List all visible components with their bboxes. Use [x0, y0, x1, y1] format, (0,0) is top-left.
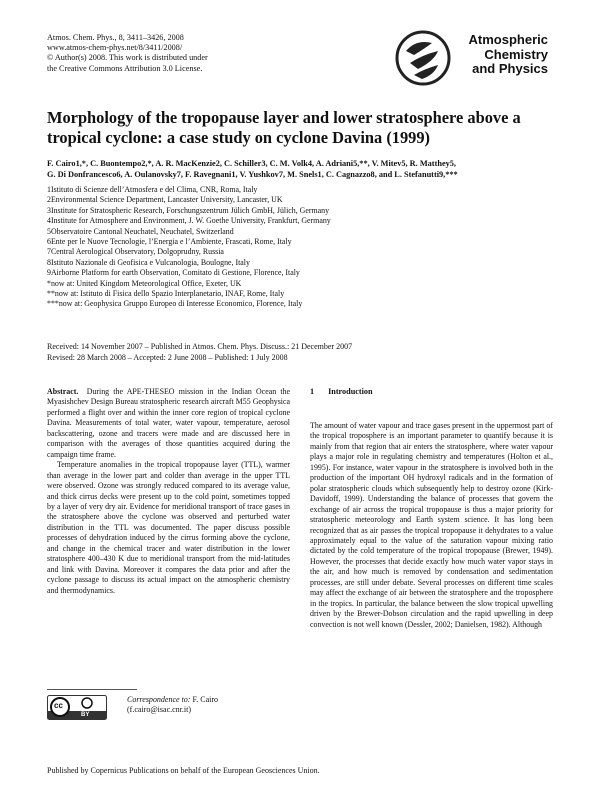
- introduction-section: [310, 421, 553, 630]
- logo-word-2: Chemistry: [484, 46, 548, 62]
- page-footer: Published by Copernicus Publications on behalf of the European Geosciences Union.: [47, 766, 320, 775]
- journal-logo: [394, 29, 550, 87]
- abstract-heading: Abstract.: [47, 387, 79, 396]
- correspondence-label: Correspondence to:: [127, 695, 191, 704]
- copyright-line: © Author(s) 2008. This work is distributed under: [47, 53, 208, 63]
- introduction-paragraph: The amount of water vapour and trace gases present in the uppermost part of the tropical troposphere is an important parameter to quantify because it is mainly from that region that air enters the stratosphere, where water vapour plays a major role in regulating chemistry and temperatures (Holton et al., 1995). For instance, water vapour in the stratosphere is involved both in the production of the important OH hydroxyl radicals and in the formation of polar stratospheric clouds which subsequently help to destroy ozone (Kirk-Davidoff, 1999). Understanding the balance of processes that govern the exchange of air across the tropical tropopause is thus a major priority for stratospheric meteorology and Earth system science. It has long been recognized that as air passes the tropical tropopause it dehydrates to a value approximately equal to the value of the saturation vapour mixing ratio dictated by the cold temperature of the tropical tropopause (Brewer, 1949). However, the processes that decide exactly how much water vapor stays in the air, and how much is removed by condensation and sedimentation processes, are still under debate. Several processes on different time scales may affect the exchange of air between the stratosphere and the troposphere in the tropics. In particular, the balance between the slow tropical upwelling driven by the Brewer-Dobson circulation and the rapid upwelling in deep convection is not well known (Dessler, 2002; Danielsen, 1982). Although: [310, 421, 553, 629]
- revised-line: Revised: 28 March 2008 – Accepted: 2 June 2008 – Published: 1 July 2008: [47, 352, 288, 362]
- affiliation-item: *now at: United Kingdom Meteorological Office, Exeter, UK: [47, 278, 242, 288]
- abstract-text-1: During the APE-THESEO mission in the Indian Ocean the Myasishchev Design Bureau stratospheric research aircraft M55 Geophysica performed a flight over and within the inner core region of tropical cyclone Davina. Measurements of total water, water vapour, temperature, aerosol backscattering, ozone and tracers were made and are discussed here in comparison with the averages of those quantities acquired during the campaign time frame.: [47, 387, 290, 459]
- affiliation-item: 9Airborne Platform for earth Observation, Comitato di Gestione, Florence, Italy: [47, 268, 300, 278]
- section-heading: [310, 387, 387, 396]
- affiliation-item: 3Institute for Stratospheric Research, Forschungszentrum Jülich GmbH, Jülich, Germany: [47, 205, 330, 215]
- logo-word-3: and Physics: [472, 61, 548, 76]
- logo-word-1: Atmospheric: [468, 32, 548, 47]
- cc-badge-by: BY: [81, 712, 90, 718]
- affiliation-item: 2Environmental Science Department, Lancaster University, Lancaster, UK: [47, 195, 283, 205]
- footnote-divider: [47, 689, 137, 690]
- egu-globe-icon: [394, 29, 452, 87]
- abstract-section: [47, 387, 290, 596]
- journal-meta: [47, 33, 208, 74]
- cc-license-badge[interactable]: [47, 695, 107, 720]
- abstract-paragraph-2: Temperature anomalies in the tropical tropopause layer (TTL), warmer than average in the lower part and colder than average in the upper TTL were observed. Ozone was strongly reduced compared to its average value, and thick cirrus decks were present up to the cold point, sometimes topped by a layer of very dry air. Evidence for meridional transport of trace gases in the stratosphere above the cyclone was observed and perturbed water distribution in the TTL was documented. The paper discuss possible processes of dehydration induced by the cirrus forming above the cyclone, and change in the chemical tracer and water distribution in the lower stratosphere 400–430 K due to meridional transport from the mid-latitudes and link with Davina. Moreover it compares the data prior and after the cyclone passage to discuss its actual impact on the atmospheric chemistry and thermodynamics.: [47, 460, 290, 595]
- journal-url[interactable]: www.atmos-chem-phys.net/8/3411/2008/: [47, 43, 183, 53]
- section-title: Introduction: [328, 387, 373, 396]
- publication-dates: [47, 342, 352, 363]
- affiliation-item: 8Istituto Nazionale di Geofisica e Vulcanologia, Boulogne, Italy: [47, 257, 250, 267]
- cc-badge-label: cc: [54, 701, 63, 710]
- abstract-paragraph-1: [47, 387, 290, 460]
- affiliation-item: 7Central Aerological Observatory, Dolgoprudny, Russia: [47, 247, 224, 257]
- correspondence-email[interactable]: (f.cairo@isac.cnr.it): [127, 705, 192, 715]
- paper-title: Morphology of the tropopause layer and lower stratosphere above a tropical cyclone: a case study on cyclone Davina (1999): [47, 108, 521, 147]
- affiliation-item: 1Istituto di Scienze dell’Atmosfera e del Clima, CNR, Roma, Italy: [47, 185, 258, 194]
- received-line: Received: 14 November 2007 – Published in Atmos. Chem. Phys. Discuss.: 21 December 2007: [47, 342, 353, 351]
- affiliation-item: **now at: Istituto di Fisica dello Spazio Interplanetario, INAF, Rome, Italy: [47, 289, 285, 299]
- affiliation-item: ***now at: Geophysica Gruppo Europeo di Interesse Economico, Florence, Italy: [47, 299, 303, 309]
- affiliation-list: [47, 185, 552, 310]
- correspondence-name: F. Cairo: [192, 695, 219, 704]
- license-line: the Creative Commons Attribution 3.0 License.: [47, 63, 203, 73]
- author-line-2: G. Di Donfrancesco6, A. Oulanovsky7, F. Ravegnani1, V. Yushkov7, M. Snels1, C. Cagnazzo8, and L. Stefanutti9,***: [47, 169, 458, 179]
- affiliation-item: 5Observatoire Cantonal Neuchatel, Neuchatel, Switzerland: [47, 226, 234, 236]
- correspondence-note: [127, 695, 218, 716]
- author-list: [47, 159, 552, 180]
- affiliation-item: 6Ente per le Nuove Tecnologie, l’Energia e l’Ambiente, Frascati, Rome, Italy: [47, 237, 292, 247]
- author-line-1: F. Cairo1,*, C. Buontempo2,*, A. R. MacKenzie2, C. Schiller3, C. M. Volk4, A. Adriani5,**, V. Mitev5, R. Matthey5,: [47, 159, 457, 168]
- citation-line: Atmos. Chem. Phys., 8, 3411–3426, 2008: [47, 33, 184, 42]
- section-number: 1: [310, 387, 315, 396]
- affiliation-item: 4Institute for Atmosphere and Environment, J. W. Goethe University, Frankfurt, Germany: [47, 216, 331, 226]
